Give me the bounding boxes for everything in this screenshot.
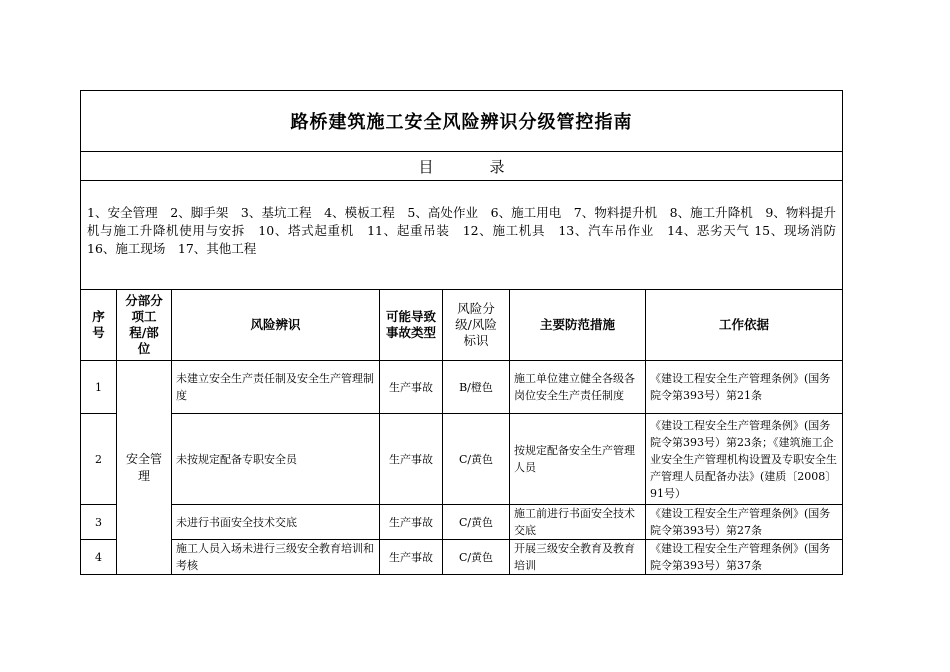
table-header-row	[81, 290, 843, 361]
row-measures: 按规定配备安全生产管理人员	[510, 414, 646, 505]
group-label: 安全管理	[117, 361, 172, 575]
header-no: 序号	[81, 290, 117, 361]
safety-guide-table	[80, 90, 849, 575]
table-row	[81, 414, 843, 505]
header-part: 分部分项工程/部位	[117, 290, 172, 361]
row-level: C/黄色	[443, 505, 510, 540]
toc-heading	[81, 152, 843, 181]
row-no: 4	[81, 540, 117, 575]
row-no: 1	[81, 361, 117, 414]
row-basis: 《建设工程安全生产管理条例》(国务院令第393号）第23条；《建筑施工企业安全生产管理机构设置及专职安全生产管理人员配备办法》(建质〔2008〕91号）	[646, 414, 843, 505]
header-measures: 主要防范措施	[510, 290, 646, 361]
toc-heading-left: 目	[418, 157, 434, 176]
row-level: B/橙色	[443, 361, 510, 414]
row-no: 2	[81, 414, 117, 505]
header-level: 风险分级/风险标识	[443, 290, 510, 361]
header-basis: 工作依据	[646, 290, 843, 361]
header-risk-id: 风险辨识	[172, 290, 380, 361]
row-basis: 《建设工程安全生产管理条例》(国务院令第393号）第21条	[646, 361, 843, 414]
row-accident: 生产事故	[380, 540, 443, 575]
row-measures: 施工前进行书面安全技术交底	[510, 505, 646, 540]
toc-heading-right: 录	[489, 157, 505, 176]
row-level: C/黄色	[443, 540, 510, 575]
row-measures: 开展三级安全教育及教育培训	[510, 540, 646, 575]
row-accident: 生产事故	[380, 505, 443, 540]
row-basis: 《建设工程安全生产管理条例》(国务院令第393号）第27条	[646, 505, 843, 540]
row-risk: 施工人员入场未进行三级安全教育培训和考核	[172, 540, 380, 575]
row-risk: 未按规定配备专职安全员	[172, 414, 380, 505]
row-basis: 《建设工程安全生产管理条例》(国务院令第393号）第37条	[646, 540, 843, 575]
table-row	[81, 361, 843, 414]
document-title: 路桥建筑施工安全风险辨识分级管控指南	[81, 91, 843, 152]
row-measures: 施工单位建立健全各级各岗位安全生产责任制度	[510, 361, 646, 414]
row-no: 3	[81, 505, 117, 540]
table-row	[81, 540, 843, 575]
row-accident: 生产事故	[380, 361, 443, 414]
toc-items: 1、安全管理 2、脚手架 3、基坑工程 4、模板工程 5、高处作业 6、施工用电 7、物料提升机 8、施工升降机 9、物料提升机与施工升降机使用与安拆 10、塔式起重机 11、起重吊装 12、施工机具 13、汽车吊作业 14、恶劣天气 15、现场消防 16、施工现场 17、其他工程	[81, 181, 843, 290]
row-risk: 未建立安全生产责任制及安全生产管理制度	[172, 361, 380, 414]
row-level: C/黄色	[443, 414, 510, 505]
header-accident: 可能导致事故类型	[380, 290, 443, 361]
table-row	[81, 505, 843, 540]
row-risk: 未进行书面安全技术交底	[172, 505, 380, 540]
row-accident: 生产事故	[380, 414, 443, 505]
